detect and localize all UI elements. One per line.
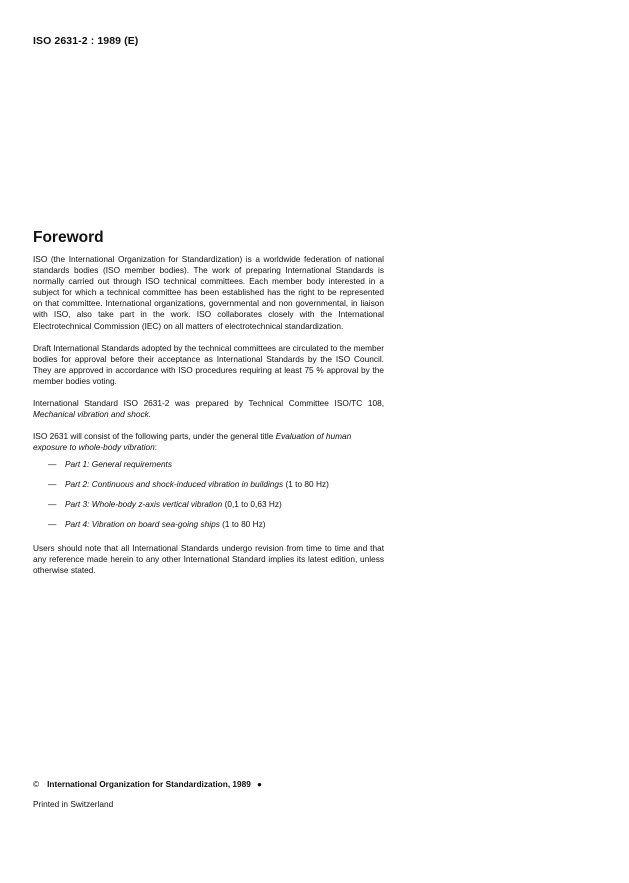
paragraph-users-note: Users should note that all International Standards undergo revision from time to time and that any reference made herein to any other International Standard implies its latest edition, unless otherwise stated. (33, 543, 384, 576)
parts-intro (33, 431, 384, 453)
general-title: Evaluation of human exposure to whole-body vibration (33, 431, 352, 453)
paragraph-draft-standards: Draft International Standards adopted by the technical committees are circulated to the member bodies for approval before their acceptance as International Standards by the ISO Council. They are approved in accordance with ISO procedures requiring at least 75 % approval by the member bodies voting. (33, 342, 384, 386)
list-item-part-3 (33, 499, 384, 510)
part-title: Whole-body z-axis vertical vibration (91, 499, 223, 510)
part-label: Part 3: (65, 499, 90, 510)
list-item-part-2 (33, 479, 384, 490)
part-label: Part 2: (65, 479, 90, 490)
committee-title: Mechanical vibration and shock. (33, 409, 152, 420)
foreword-body (33, 254, 384, 576)
list-dash: — (48, 459, 57, 470)
part-title: Vibration on board sea-going ships (91, 519, 220, 530)
page-title: Foreword (33, 229, 104, 246)
parts-intro-text: ISO 2631 will consist of the following parts, under the general title (33, 431, 274, 442)
copyright-text: International Organization for Standardization, 1989 (47, 779, 251, 789)
parts-intro-colon: : (154, 442, 158, 453)
list-dash: — (48, 499, 57, 510)
part-range: (1 to 80 Hz) (222, 519, 266, 530)
bullet-icon: ● (256, 779, 262, 789)
printed-in: Printed in Switzerland (33, 799, 114, 809)
part-title: Continuous and shock-induced vibration in buildings (91, 479, 284, 490)
list-item-part-1 (33, 459, 384, 470)
list-dash: — (48, 479, 57, 490)
part-range: (0,1 to 0,63 Hz) (224, 499, 282, 510)
copyright-line (33, 779, 262, 789)
parts-list (33, 459, 384, 530)
list-dash: — (48, 519, 57, 530)
copyright-icon: © (33, 779, 40, 789)
list-item-part-4 (33, 519, 384, 530)
paragraph-prepared-by (33, 398, 384, 420)
document-header: ISO 2631-2 : 1989 (E) (33, 35, 139, 47)
part-title: General requirements (91, 459, 173, 470)
paragraph-iso-intro: ISO (the International Organization for Standardization) is a worldwide federation of national standards bodies (ISO member bodies). The work of preparing International Standards is normally carried out through ISO technical committees. Each member body interested in a subject for which a technical committee has been established has the right to be represented on that committee. International organizations, governmental and non governmental, in liaison with ISO, also take part in the work. ISO collaborates closely with the International Electrotechnical Commission (IEC) on all matters of electrotechnical standardization. (33, 254, 384, 331)
prepared-text: International Standard ISO 2631-2 was prepared by Technical Committee ISO/TC 108, (33, 398, 384, 409)
part-range: (1 to 80 Hz) (285, 479, 329, 490)
part-label: Part 1: (65, 459, 90, 470)
part-label: Part 4: (65, 519, 90, 530)
